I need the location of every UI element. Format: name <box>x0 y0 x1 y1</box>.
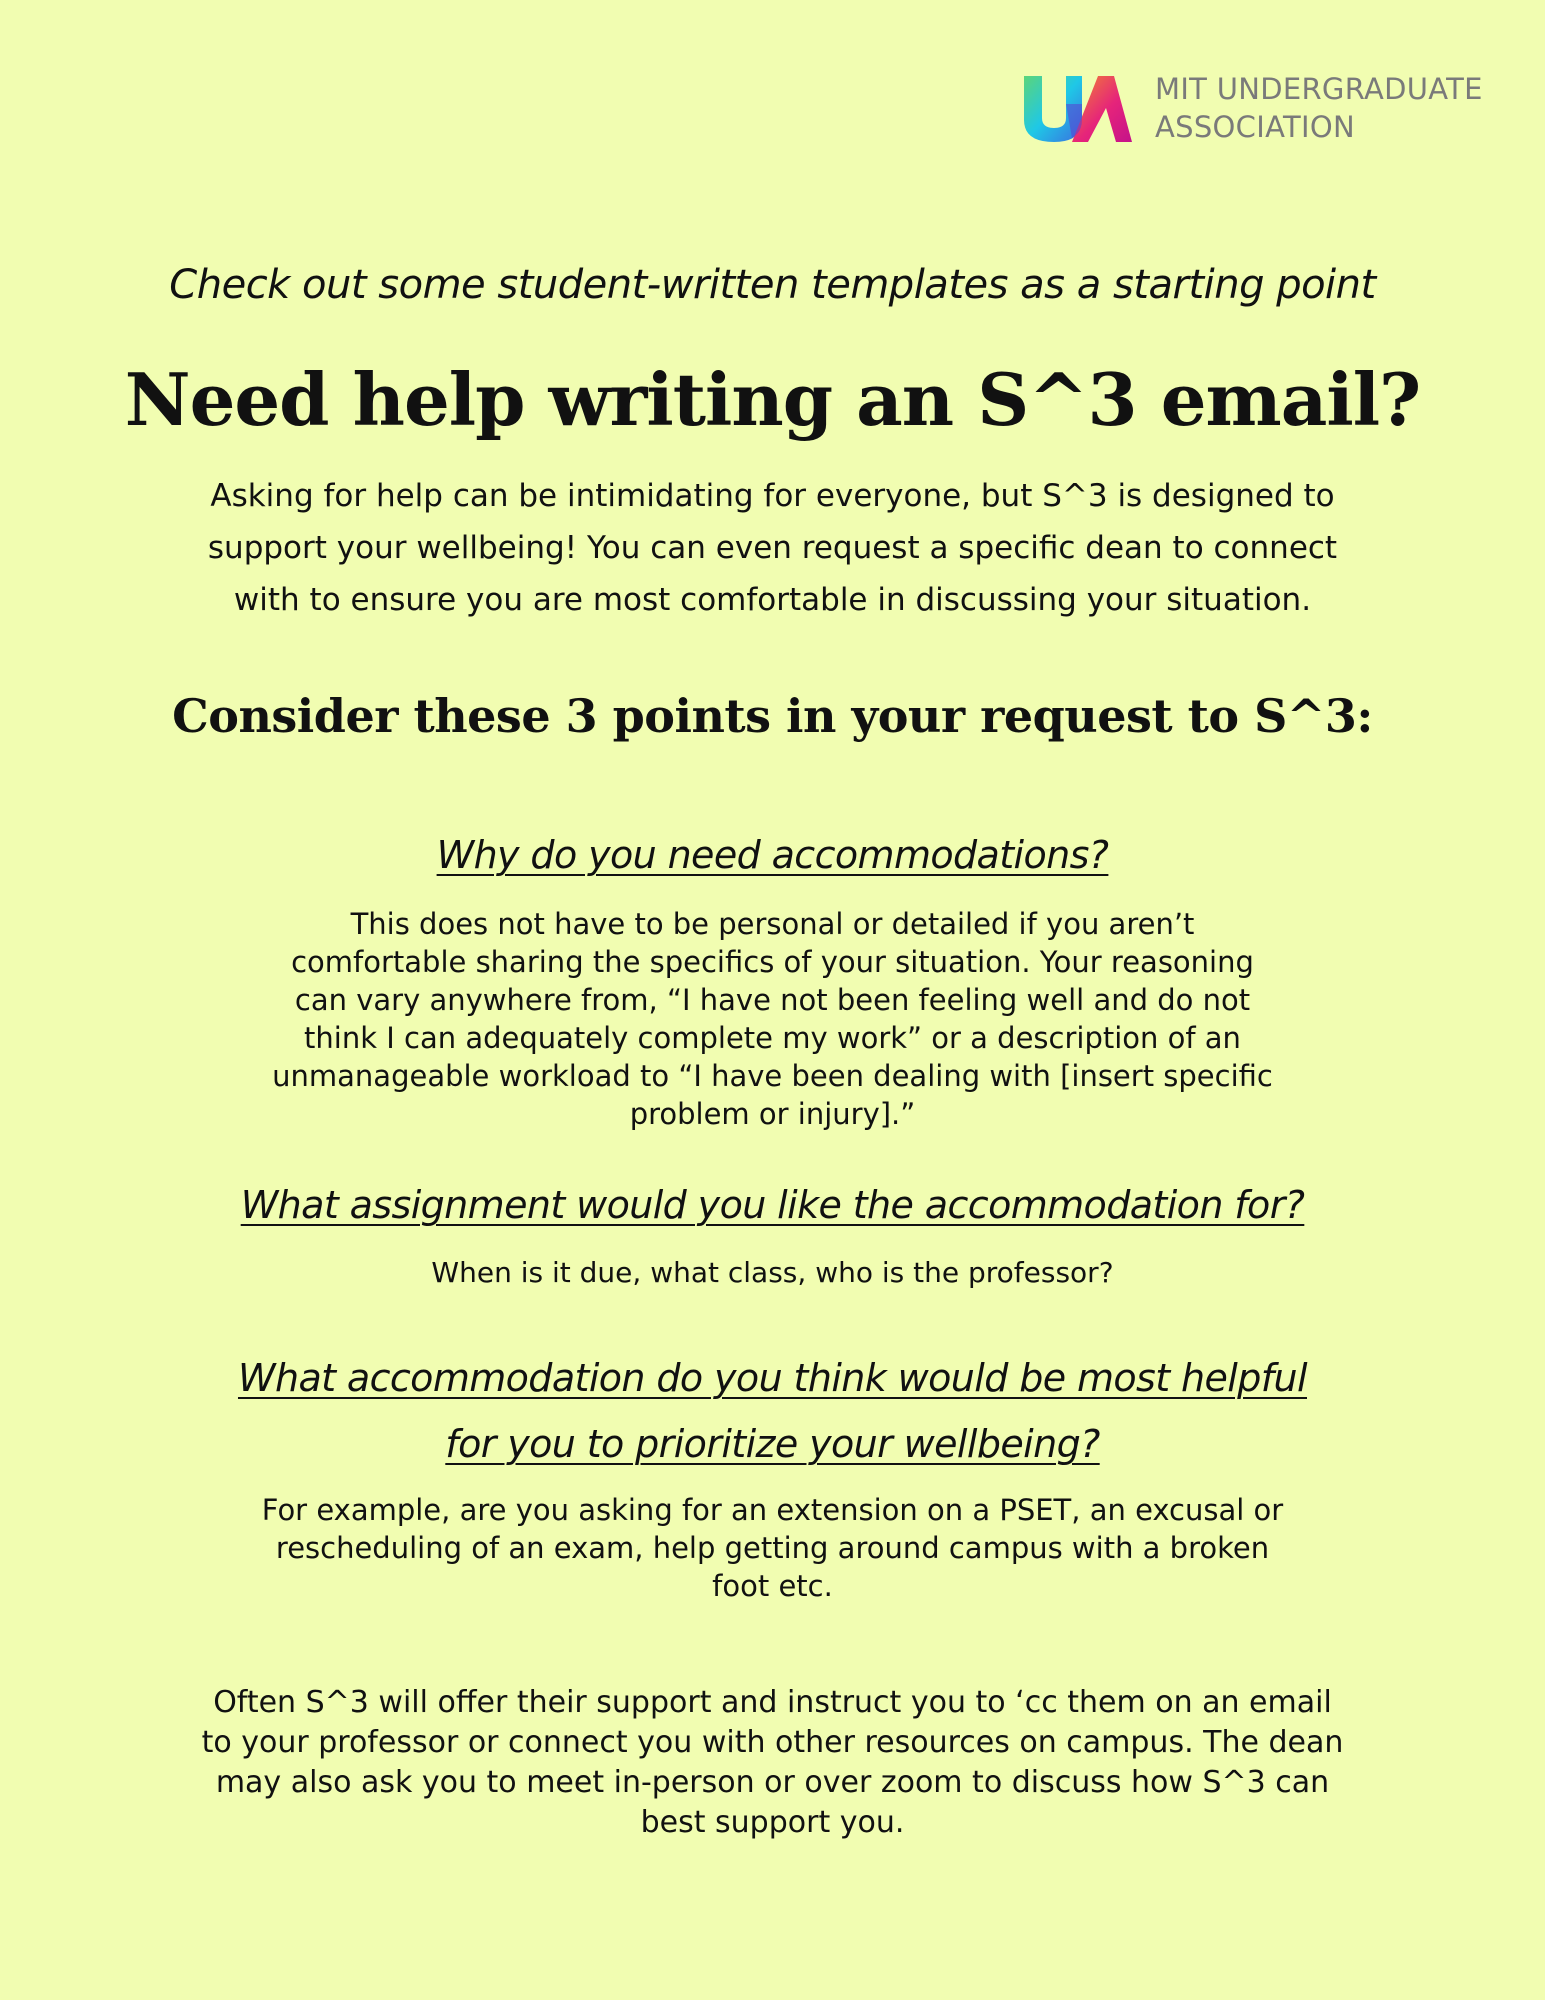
body-line: foot etc. <box>712 1569 833 1603</box>
point-1-question <box>0 822 1545 888</box>
question-line: Why do you need accommodations? <box>436 833 1109 877</box>
intro-line: Asking for help can be intimidating for everyone, but S^3 is designed to <box>210 478 1335 514</box>
point-3-question <box>0 1345 1545 1477</box>
closing-line: best support you. <box>640 1805 905 1840</box>
body-line: For example, are you asking for an extension on a PSET, an excusal or <box>261 1493 1284 1527</box>
body-line: rescheduling of an exam, help getting around campus with a broken <box>275 1531 1270 1565</box>
page-title: Need help writing an S^3 email? <box>124 357 1421 442</box>
closing-line: may also ask you to meet in-person or over zoom to discuss how S^3 can <box>215 1765 1330 1800</box>
body-line: When is it due, what class, who is the professor? <box>431 1256 1114 1289</box>
org-name-line1: MIT UNDERGRADUATE <box>1155 72 1483 106</box>
points-heading: Consider these 3 points in your request to S^3: <box>172 689 1373 743</box>
intro-paragraph <box>130 470 1415 626</box>
org-name <box>1155 70 1483 146</box>
ua-logo-icon <box>1022 74 1132 144</box>
org-logo <box>1022 68 1502 148</box>
body-line: problem or injury].” <box>629 1097 916 1131</box>
question-line: What assignment would you like the accommodation for? <box>240 1183 1305 1227</box>
body-line: unmanageable workload to “I have been dealing with [insert specific <box>272 1059 1273 1093</box>
question-line: for you to prioritize your wellbeing? <box>445 1422 1100 1466</box>
point-2-body <box>0 1254 1545 1292</box>
point-3-body <box>0 1491 1545 1605</box>
point-1-body <box>0 905 1545 1133</box>
closing-line: Often S^3 will offer their support and instruct you to ‘cc them on an email <box>213 1685 1332 1720</box>
org-name-line2: ASSOCIATION <box>1155 110 1355 144</box>
body-line: comfortable sharing the specifics of your situation. Your reasoning <box>291 945 1254 979</box>
body-line: can vary anywhere from, “I have not been feeling well and do not <box>294 983 1251 1017</box>
intro-line: with to ensure you are most comfortable in discussing your situation. <box>233 582 1312 618</box>
tagline: Check out some student-written templates as a starting point <box>169 262 1376 308</box>
body-line: This does not have to be personal or detailed if you aren’t <box>350 907 1195 941</box>
intro-line: support your wellbeing! You can even request a specific dean to connect <box>207 530 1338 566</box>
closing-paragraph <box>0 1683 1545 1843</box>
body-line: think I can adequately complete my work” or a description of an <box>304 1021 1241 1055</box>
closing-line: to your professor or connect you with other resources on campus. The dean <box>201 1725 1344 1760</box>
question-line: What accommodation do you think would be most helpful <box>237 1356 1307 1400</box>
point-2-question <box>0 1172 1545 1238</box>
